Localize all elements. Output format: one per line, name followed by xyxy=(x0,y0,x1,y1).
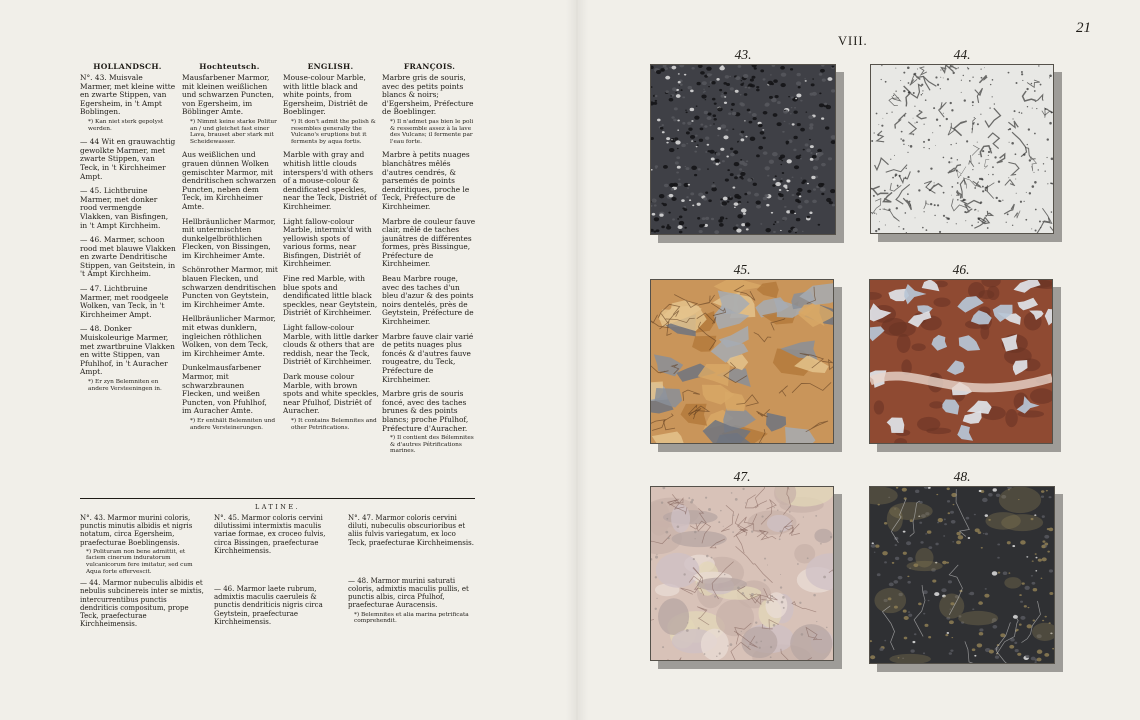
entry-de xyxy=(182,74,278,145)
entry-text: Schönrother Marmor, mit blauen Flecken, und schwarzen dendritischen Puncten von Geytstein, im Kirchheimer Amte. xyxy=(182,265,278,309)
entry-footnote: *) Il contient des Bélemnites & d'autres Pétrifications marines. xyxy=(390,435,474,455)
latine-text: N°. 45. Marmor coloris cervini dilutissimi intermixtis maculis variae formae, ex croceo fulvis, circa Bissingen, praefecturae Kirchheimensis. xyxy=(214,514,326,555)
latine-text: N°. 43. Marmor murini coloris, punctis minutis albidis et nigris notatum, circa Egersheim, praefecturae Boeblingensis. xyxy=(80,514,193,547)
entry-text: — 44 Wit en grauwachtig gewolkte Marmer, met zwarte Stippen, van Teck, in 't Kirchheimer Ampt. xyxy=(80,137,176,181)
sample-number: 43. xyxy=(734,47,752,62)
latine-text: — 44. Marmor nubeculis albidis et nebulis subcinereis inter se mixtis, intercurrentibus punctis dendriticis compositum, prope Teck, praefecturae Kirchheimensis. xyxy=(80,579,204,629)
column-heading-hollandsch: HOLLANDSCH. xyxy=(93,62,162,71)
latine-note: *) Belemnites et alia marina petrificata comprehendit. xyxy=(354,611,469,625)
entry-text: Dark mouse colour Marble, with brown spots and white speckles, near Pfulhof, Distriêt of Auracher. xyxy=(283,372,379,416)
marble-sample xyxy=(869,262,1053,444)
entry-de xyxy=(182,218,278,261)
entry-text: Mausfarbener Marmor, mit kleinen weißlichen und schwarzen Puncten, von Egersheim, im Böblinger Amte. xyxy=(182,73,275,117)
sample-number: 45. xyxy=(733,262,751,277)
entry-en xyxy=(283,151,379,211)
latine-text: — 46. Marmor laete rubrum, admixtis maculis caeruleis & punctis dendriticis nigris circa Geytstein, praefecturae Kirchheimensis. xyxy=(214,585,323,626)
entry-fr xyxy=(382,390,477,455)
latine-column-3 xyxy=(348,514,474,625)
entry-text: Marbre gris de souris, avec des petits points blancs & noirs; d'Egersheim, Préfecture de Boeblinger. xyxy=(382,73,474,117)
entry-text: Hellbräunlicher Marmor, mit untermischten dunkelgelbröthlichen Flecken, von Bissingen, im Kirchheimer Amte. xyxy=(182,216,276,260)
sample-tile xyxy=(870,64,1054,234)
sample-number: 46. xyxy=(952,262,970,277)
marble-texture xyxy=(651,487,833,660)
entry-footnote: *) Er enthält Belemniten und andere Versteinerungen. xyxy=(190,417,276,431)
section-divider xyxy=(80,498,475,499)
sample-number: 47. xyxy=(733,469,751,484)
entry-nl xyxy=(80,285,176,319)
entry-en xyxy=(283,373,379,431)
entry-text: Fine red Marble, with blue spots and dendificated little black speckles, near Geytstein, Distriêt of Kirchheimer. xyxy=(283,274,378,318)
marble-sample xyxy=(869,469,1055,664)
entry-text: — 48. Donker Muiskoleurige Marmer, met zwartbruine Vlakken en witte Stippen, van Pfuhlhof, in 't Auracher Ampt. xyxy=(80,324,175,377)
entry-text: Light fallow-colour Marble, intermix'd with yellowish spots of various forms, near Bisfingen, Distriêt of Kirchheimer. xyxy=(283,216,372,269)
entry-de xyxy=(182,364,278,431)
latine-heading: LATINE. xyxy=(254,503,301,511)
entry-nl xyxy=(80,138,176,181)
column-heading-hochteutsch: Hochteutsch. xyxy=(199,62,260,71)
entry-de xyxy=(182,151,278,211)
entry-fr xyxy=(382,151,477,211)
latine-entry-43 xyxy=(80,514,204,575)
entry-text: Marbre de couleur fauve clair, mêlé de taches jaunâtres de différentes formes, près Bissingue, Préfecture de Kirchheimer. xyxy=(382,216,476,269)
sample-tile xyxy=(869,486,1055,664)
entry-footnote: *) Kan niet sterk gepolyst werden. xyxy=(88,118,164,132)
entry-text: Beau Marbre rouge, avec des taches d'un bleu d'azur & des points noirs dentelés, près de Geytstein, Préfecture de Kirchheimer. xyxy=(382,274,474,327)
book-gutter xyxy=(566,0,588,720)
latine-entry-44 xyxy=(80,579,204,628)
entry-fr xyxy=(382,218,477,270)
sample-tile xyxy=(650,486,834,661)
entry-text: Hellbräunlicher Marmor, mit etwas dunklern, ingleichen röthlichen Wolken, von dem Teck, im Kirchheimer Amte. xyxy=(182,314,276,358)
entry-text: — 46. Marmer, schoon rood met blauwe Vlakken en zwarte Dendritische Stippen, van Geitstein, in 't Ampt Kirchheim. xyxy=(80,235,176,279)
entry-text: Dunkelmausfarbener Marmor, mit schwarzbraunen Flecken, und weißen Puncten, von Pfuhlhof, im Auracher Amte. xyxy=(182,363,267,416)
entry-nl xyxy=(80,236,176,279)
entry-footnote: *) It contains Belemnites and other Petrifications. xyxy=(291,417,377,431)
column-heading-francois: FRANÇOIS. xyxy=(403,62,456,71)
entry-text: — 45. Lichtbruine Marmer, met donker rood vermengde Vlakken, van Bisfingen, in 't Ampt Kirchheim. xyxy=(80,186,169,230)
marble-texture xyxy=(651,280,833,443)
latine-note: *) Polituram non bene admittit, et faciem cinerum induratorum vulcanicorum fere imitatur, sed cum Aqua forte effervescit. xyxy=(86,548,193,575)
marble-sample xyxy=(870,47,1054,234)
column-heading-english: ENGLISH. xyxy=(307,62,354,71)
marble-sample xyxy=(650,47,836,235)
left-page xyxy=(80,62,475,662)
entry-nl xyxy=(80,325,176,392)
column-hollandsch xyxy=(80,74,176,398)
latine-entry-47 xyxy=(348,514,474,547)
latine-entry-48 xyxy=(348,577,474,625)
entry-en xyxy=(283,218,379,270)
entry-fr xyxy=(382,333,477,385)
latine-column-2 xyxy=(214,514,338,626)
column-hochteutsch xyxy=(182,74,278,437)
entry-en xyxy=(283,324,379,367)
entry-footnote: *) Nimmt keine starke Politur an / und gleichet fast einer Lava, brauset aber stark mit Scheidewasser. xyxy=(190,118,277,145)
marble-sample xyxy=(650,469,834,661)
sample-tile xyxy=(869,279,1053,444)
entry-text: Marble with gray and whitish little clouds interspers'd with others of a mouse-colour & dendificated speckles, near the Teck, Distriêt of Kirchheimer. xyxy=(283,150,377,211)
sample-number: 48. xyxy=(953,469,971,484)
entry-fr xyxy=(382,275,477,327)
latine-text: — 48. Marmor murini saturati coloris, admixtis maculis pullis, et punctis albis, circa Pfulhof, praefecturae Auracensis. xyxy=(348,576,469,610)
entry-text: Marbre fauve clair varié de petits nuages plus foncés & d'autres fauve rougeatre, du Teck, Préfecture de Kirchheimer. xyxy=(382,331,474,384)
entry-text: — 47. Lichtbruine Marmer, met roodgeele Wolken, van Teck, in 't Kirchheimer Ampt. xyxy=(80,284,169,319)
entry-text: Mouse-colour Marble, with little black and white points, from Egersheim, Distriêt de Boeblinger. xyxy=(283,73,368,117)
sample-number: 44. xyxy=(953,47,971,62)
entry-de xyxy=(182,266,278,309)
entry-en xyxy=(283,275,379,318)
column-english xyxy=(283,74,379,437)
entry-text: Marbre à petits nuages blanchâtres mêlés d'autres cendrés, & parsemés de points dendritiques, proche le Teck, Préfecture de Kirchheimer. xyxy=(382,150,470,211)
entry-nl xyxy=(80,187,176,230)
plate-title: VIII. xyxy=(838,34,868,48)
latine-column-1 xyxy=(80,514,204,628)
latine-text: N°. 47. Marmor coloris cervini diluti, nubeculis obscurioribus et aliis fulvis variegatum, ex loco Teck, praefecturae Kirchheimensis. xyxy=(348,514,474,547)
entry-footnote: *) Il n'admet pas bien le poli & ressemble assez à la lave des Vulcans; il fermente par l'eau forte. xyxy=(390,118,474,145)
entry-de xyxy=(182,315,278,358)
entry-fr xyxy=(382,74,477,145)
marble-texture xyxy=(651,65,835,234)
entry-text: Aus weißlichen und grauen dünnen Wolken gemischter Marmor, mit dendritischen schwarzen Puncten, neben dem Teck, im Kirchheimer Amte. xyxy=(182,150,276,211)
marble-texture xyxy=(870,487,1054,663)
entry-text: N°. 43. Muisvale Marmer, met kleine witte en zwarte Stippen, van Egersheim, in 't Ampt Boblingen. xyxy=(80,73,176,117)
marble-texture xyxy=(871,65,1053,233)
marble-texture xyxy=(870,280,1052,443)
entry-nl xyxy=(80,74,176,132)
marble-sample xyxy=(650,262,834,444)
entry-footnote: *) Er zyn Belemniten en andere Versteeningen in. xyxy=(88,379,162,392)
latine-entry-46 xyxy=(214,585,338,626)
latine-entry-45 xyxy=(214,514,338,555)
entry-text: Marbre gris de souris foncé, avec des taches brunes & des points blancs; proche Pfulhof, Préfecture d'Auracher. xyxy=(382,389,469,433)
sample-tile xyxy=(650,279,834,444)
sample-tile xyxy=(650,64,836,235)
column-francois xyxy=(382,74,477,461)
entry-footnote: *) It don't admit the polish & resembles generally the Vulcano's eruptions but it ferments by aqua fortis. xyxy=(291,118,376,145)
entry-text: Light fallow-colour Marble, with little darker clouds & others that are reddish, near the Teck, Distriêt of Kirchheimer. xyxy=(283,323,379,367)
page-number: 21 xyxy=(1076,20,1091,36)
entry-en xyxy=(283,74,379,145)
